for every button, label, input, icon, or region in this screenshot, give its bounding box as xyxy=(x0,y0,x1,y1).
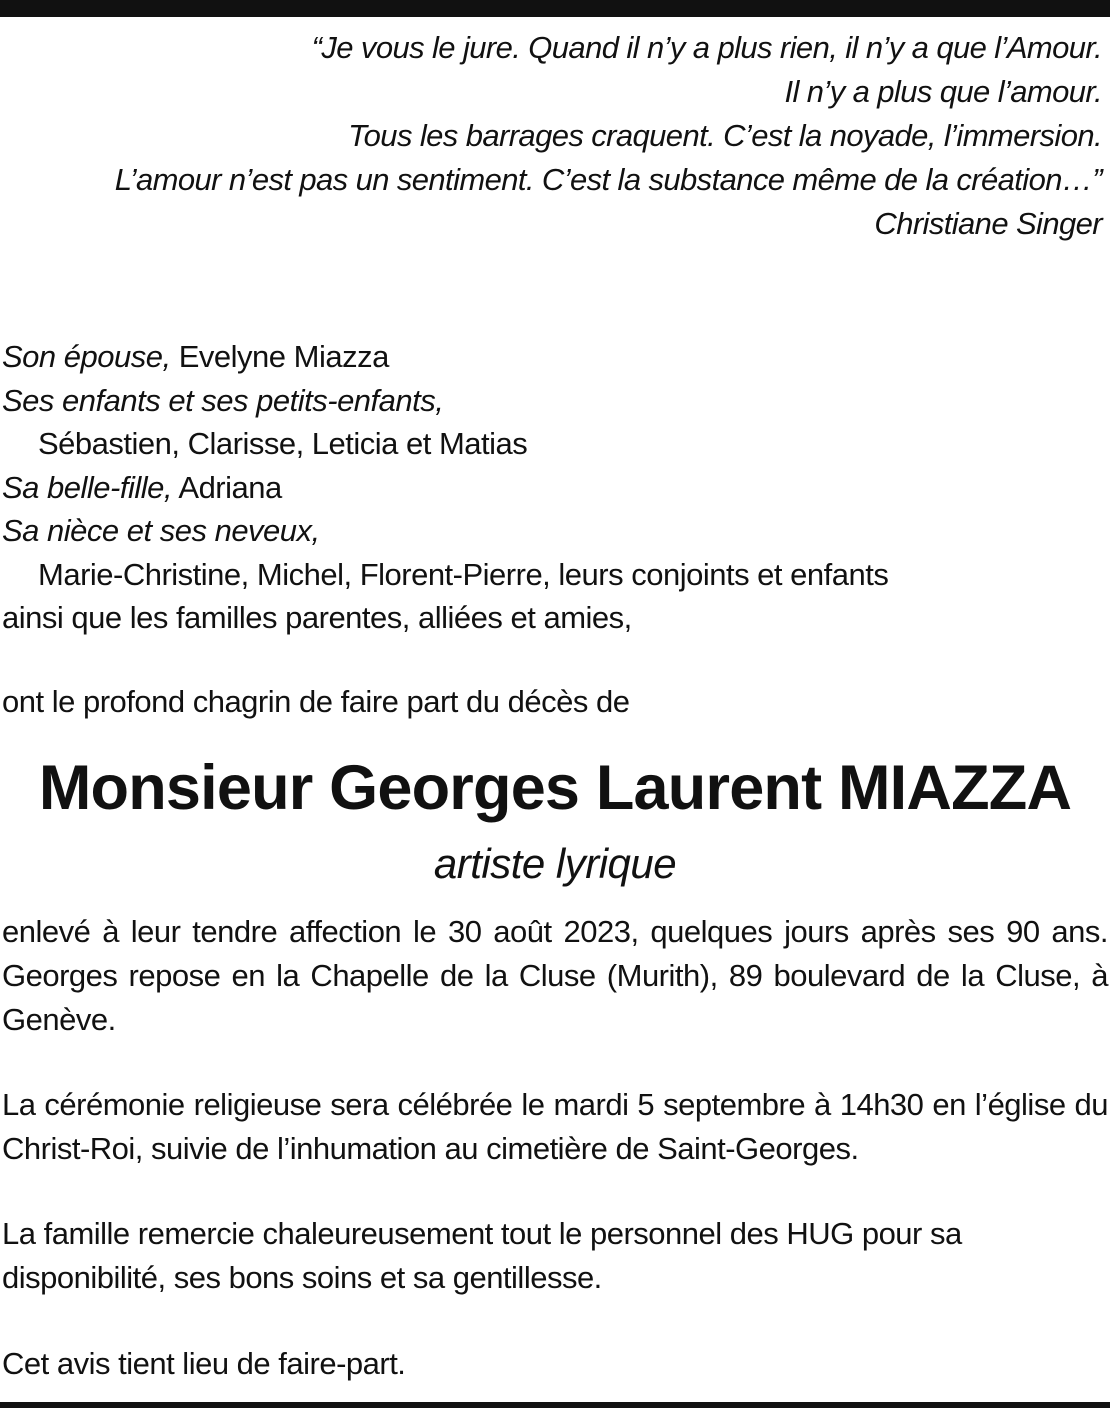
quote-line: “Je vous le jure. Quand il n’y a plus rien, il n’y a que l’Amour. xyxy=(311,30,1102,65)
bottom-border-rule xyxy=(0,1402,1110,1408)
quote-line: Tous les barrages craquent. C’est la noyade, l’immersion. xyxy=(348,118,1102,153)
top-border-rule xyxy=(0,0,1110,17)
spouse-label: Son épouse, xyxy=(2,339,171,374)
notice-paragraph: Cet avis tient lieu de faire-part. xyxy=(2,1346,406,1381)
quote-line: L’amour n’est pas un sentiment. C’est la substance même de la création…” xyxy=(114,162,1102,197)
announcement-text: ont le profond chagrin de faire part du décès de xyxy=(2,684,630,719)
family-list xyxy=(2,335,1102,640)
deceased-name: Monsieur Georges Laurent MIAZZA xyxy=(38,753,1072,823)
family-daughter-in-law xyxy=(2,466,1102,510)
thanks-paragraph: La famille remercie chaleureusement tout le personnel des HUG pour sa disponibilité, ses bons soins et sa gentillesse. xyxy=(2,1216,962,1295)
death-info-paragraph: enlevé à leur tendre affection le 30 août 2023, quelques jours après ses 90 ans. Georges repose en la Chapelle de la Cluse (Murith), 89 boulevard de la Cluse, à Genève. xyxy=(2,914,1108,1037)
daughter-in-law-name: Adriana xyxy=(178,469,282,505)
family-nieces-label: Sa nièce et ses neveux, xyxy=(2,513,320,548)
family-children-label: Ses enfants et ses petits-enfants, xyxy=(2,382,444,418)
daughter-in-law-label: Sa belle-fille, xyxy=(2,469,172,505)
family-children-names: Sébastien, Clarisse, Leticia et Matias xyxy=(38,426,528,461)
quote-author: Christiane Singer xyxy=(874,206,1102,241)
epigraph-quote xyxy=(12,26,1102,246)
quote-line: Il n’y a plus que l’amour. xyxy=(784,74,1102,109)
family-others: ainsi que les familles parentes, alliées et amies, xyxy=(2,600,632,635)
ceremony-paragraph: La cérémonie religieuse sera célébrée le mardi 5 septembre à 14h30 en l’église du Christ-Roi, suivie de l’inhumation au cimetière de Saint-Georges. xyxy=(2,1087,1108,1166)
spouse-name: Evelyne Miazza xyxy=(178,339,389,374)
deceased-profession: artiste lyrique xyxy=(433,840,677,887)
family-spouse xyxy=(2,335,1102,379)
family-nieces-names: Marie-Christine, Michel, Florent-Pierre, leurs conjoints et enfants xyxy=(38,556,889,592)
